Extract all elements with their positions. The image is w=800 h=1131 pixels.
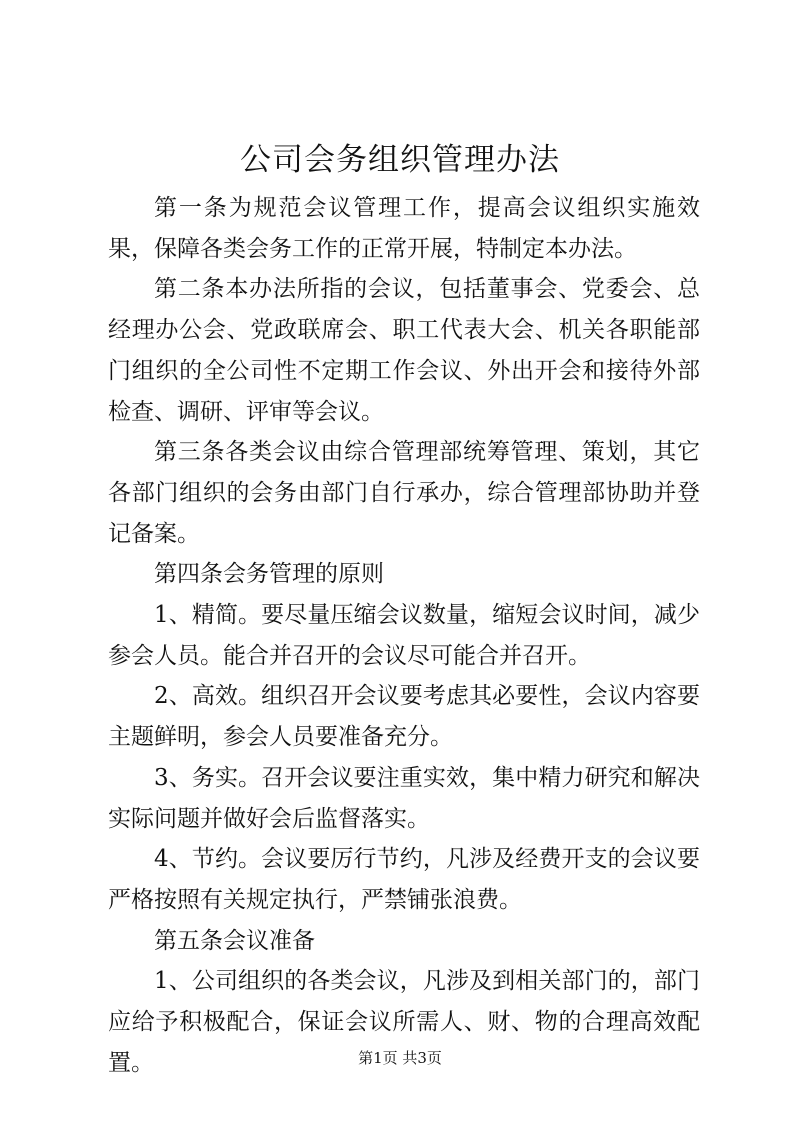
- article-2-paragraph: 第二条本办法所指的会议，包括董事会、党委会、总经理办公会、党政联席会、职工代表大会、机关各职能部门组织的全公司性不定期工作会议、外出开会和接待外部检查、调研、评审等会议。: [108, 276, 700, 425]
- preparation-1-paragraph: 1、公司组织的各类会议，凡涉及到相关部门的，部门应给予积极配合，保证会议所需人、财、物的合理高效配置。: [108, 968, 700, 1076]
- article-1-paragraph: 第一条为规范会议管理工作，提高会议组织实施效果，保障各类会务工作的正常开展，特制定本办法。: [108, 195, 700, 262]
- principle-2-paragraph: 2、高效。组织召开会议要考虑其必要性，会议内容要主题鲜明，参会人员要准备充分。: [108, 683, 700, 751]
- principle-1-paragraph: 1、精简。要尽量压缩会议数量，缩短会议时间，减少参会人员。能合并召开的会议尽可能合并召开。: [108, 602, 700, 669]
- principle-4-paragraph: 4、节约。会议要厉行节约，凡涉及经费开支的会议要严格按照有关规定执行，严禁铺张浪费。: [108, 846, 700, 913]
- article-3-paragraph: 第三条各类会议由综合管理部统筹管理、策划，其它各部门组织的会务由部门自行承办，综合管理部协助并登记备案。: [108, 439, 700, 547]
- article-4-heading: 第四条会务管理的原则: [154, 561, 384, 588]
- page-number-footer: 第1页 共3页: [358, 1049, 442, 1067]
- principle-3-paragraph: 3、务实。召开会议要注重实效，集中精力研究和解决实际问题并做好会后监督落实。: [108, 764, 700, 832]
- article-5-heading: 第五条会议准备: [154, 927, 315, 954]
- document-body: [108, 188, 700, 1083]
- document-title: 公司会务组织管理办法: [240, 142, 560, 178]
